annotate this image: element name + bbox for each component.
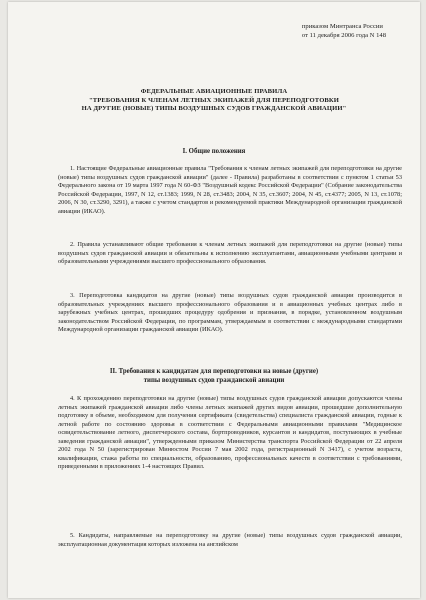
paragraph-4: 4. К прохождению переподготовки на другие (новые) типы воздушных судов гражданской авиации допускаются члены летных экипажей гражданской авиации либо члены летных экипажей других видов авиации, прошедшие дополнительную подготовку в объеме, необходимом для получения сертификата (свидетельства) специалиста гражданской авиации, годные к летной работе по состоянию здоровья в соответствии с Федеральными авиационными правилами "Медицинское освидетельствование летного, диспетчерского состава, бортпроводников, курсантов и кандидатов, поступающих в учебные заведения гражданской авиации", утвержденными приказом Министерства транспорта Российской Федерации от 22 апреля 2002 года N 50 (зарегистрирован Минюстом России 7 мая 2002 года, регистрационный N 3417), с учетом возраста, квалификации, стажа работы по специальности, образованию, профессиональных качеств в соответствии с требованиями, приведенными в приложениях 1-4 настоящих Правил. bbox=[58, 395, 402, 470]
paragraph-2: 2. Правила устанавливают общие требования к членам летных экипажей для переподготовки на другие (новые) типы воздушных судов гражданской авиации и обязательны к исполнению эксплуатантами, авиационными учебными центрами и образовательными учреждениями высшего профессионального образования. bbox=[58, 241, 402, 265]
section-2-heading-line-2: типы воздушных судов гражданской авиации bbox=[143, 376, 285, 384]
order-line-2: от 11 декабря 2006 года N 148 bbox=[301, 31, 386, 39]
title-line-2: "ТРЕБОВАНИЯ К ЧЛЕНАМ ЛЕТНЫХ ЭКИПАЖЕЙ ДЛЯ ПЕРЕПОДГОТОВКИ bbox=[88, 96, 340, 104]
paragraph-3: 3. Переподготовка кандидатов на другие (новые) типы воздушных судов гражданской авиации производится в образовательных учреждениях высшего профессионального образования и в авиационных учебных центрах либо в зарубежных учебных центрах, прошедших процедуру одобрения и признания, в порядке, установленном воздушным законодательством Российской Федерации, по программам, утверждаемым в соответствии с международными стандартами Международной организации гражданской авиации (ИКАО). bbox=[58, 292, 402, 333]
document-title bbox=[26, 88, 402, 114]
title-line-3: НА ДРУГИЕ (НОВЫЕ) ТИПЫ ВОЗДУШНЫХ СУДОВ ГРАЖДАНСКОЙ АВИАЦИИ" bbox=[81, 105, 347, 113]
title-line-1: ФЕДЕРАЛЬНЫЕ АВИАЦИОННЫЕ ПРАВИЛА bbox=[140, 88, 288, 95]
section-2-heading bbox=[26, 368, 402, 385]
paragraph-1: 1. Настоящие Федеральные авиационные правила "Требования к членам летных экипажей для переподготовки на другие (новые) типы воздушных судов гражданской авиации" (далее - Правила) разработаны в соответствии с пунктом 1 статьи 53 Федерального закона от 19 марта 1997 года N 60-ФЗ "Воздушный кодекс Российской Федерации" (Собрание законодательства Российской Федерации, 1997, N 12, ст.1383; 1999, N 28, ст.3483; 2004, N 35, ст.3607; 2004, N 45, ст.4377; 2005, N 13, ст.1078; 2006, N 30, ст.3290, 3291), а также с учетом стандартов и рекомендуемой практики Международной организации гражданской авиации (ИКАО). bbox=[58, 165, 402, 215]
section-2-heading-line-1: II. Требования к кандидатам для переподготовки на новые (другие) bbox=[109, 368, 319, 375]
order-reference bbox=[302, 23, 386, 40]
order-line-1: приказом Минтранса России bbox=[301, 23, 383, 30]
document-page bbox=[8, 2, 420, 598]
paragraph-5: 5. Кандидаты, направляемые на переподготовку на другие (новые) типы воздушных судов гражданской авиации, эксплуатационная документация которых изложена на английском bbox=[58, 532, 402, 548]
section-1-heading: I. Общие положения bbox=[182, 148, 246, 155]
